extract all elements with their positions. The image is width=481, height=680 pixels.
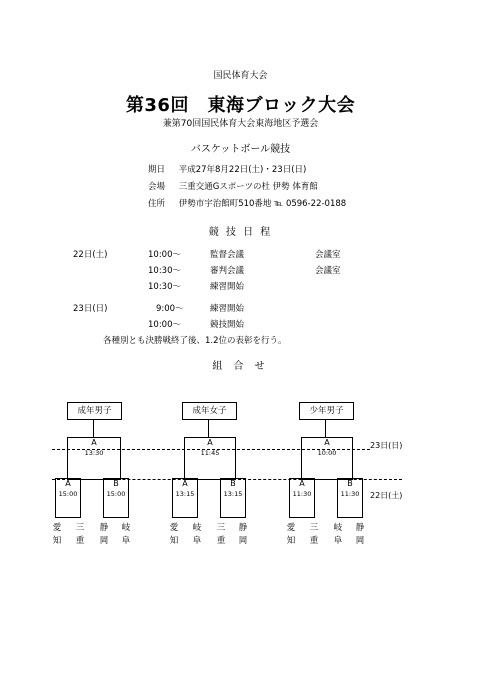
schedule-date: 23日(日) [73,304,108,314]
info-value: 三重交通Gスポーツの杜 伊勢 体育館 [178,182,318,192]
team-name: 三重 [75,523,85,546]
team-name: 静岡 [99,523,109,546]
schedule-date: 22日(土) [73,250,108,260]
final-match [301,437,353,480]
schedule-event: 練習開始 [210,282,245,292]
match-label: A [207,438,213,447]
schedule-event: 監督会議 [210,250,245,260]
team-name: 静岡 [355,523,365,546]
match-time: 11:30 [340,490,360,498]
match-time: 13:15 [175,490,195,498]
team-name: 静岡 [238,523,248,546]
schedule-place: 会議室 [315,266,341,276]
semi-match [103,478,129,518]
match-label: A [91,438,97,447]
match-time: 13:15 [223,490,243,498]
semi-match [337,478,363,518]
award-note: 各種別とも決勝戦終了後、1.2位の表彰を行う。 [103,336,287,346]
match-time: 11:30 [292,490,312,498]
bracket-category: 成年女子 [182,402,237,420]
org-name: 国民体育大会 [213,71,268,81]
match-label: B [347,479,353,488]
sport-name: バスケットボール競技 [190,144,291,155]
info-value: 伊勢市宇治館町510番地 ℡ 0596-22-0188 [178,199,347,209]
info-label: 会場 [148,182,166,192]
team-name: 三重 [309,523,319,546]
schedule-time: 10:30〜 [148,266,181,276]
match-time: 15:00 [58,490,78,498]
match-time: 13:30 [84,449,104,457]
day-label-final: 23日(日) [370,441,403,450]
schedule-event: 競技開始 [210,320,245,330]
schedule-event: 練習開始 [210,304,245,314]
subtitle: 兼第70回国民体育大会東海地区予選会 [162,119,319,129]
bracket-category: 少年男子 [299,402,354,420]
brackets-title: 組 合 せ [212,361,269,372]
team-name: 岐阜 [333,523,343,546]
match-label: A [324,438,330,447]
semi-match [172,478,198,518]
team-name: 愛知 [169,523,179,546]
match-label: B [230,479,236,488]
match-time: 11:45 [200,449,220,457]
info-label: 住所 [148,199,166,209]
schedule-time: 10:00〜 [148,320,181,330]
schedule-title: 競 技 日 程 [208,227,273,238]
match-label: B [113,479,119,488]
match-label: A [65,479,71,488]
team-name: 愛知 [286,523,296,546]
match-label: A [299,479,305,488]
schedule-time: 9:00〜 [156,304,184,314]
match-time: 10:00 [317,449,337,457]
page-title: 第36回 東海ブロック大会 [125,95,356,116]
semi-match [220,478,246,518]
info-row-venue [148,180,318,192]
bracket-category: 成年男子 [67,402,122,420]
match-label: A [182,479,188,488]
team-name: 岐阜 [192,523,202,546]
schedule-event: 審判会議 [210,266,245,276]
team-name: 愛知 [52,523,62,546]
schedule-time: 10:30〜 [148,282,181,292]
info-row-date [148,163,306,175]
semi-match [55,478,81,518]
info-value: 平成27年8月22日(土)・23日(日) [178,165,307,175]
final-match [184,437,236,480]
schedule-time: 10:00〜 [148,250,181,260]
final-match [67,437,121,480]
day-label-semi: 22日(土) [370,491,403,500]
info-row-address [148,197,346,209]
match-time: 15:00 [106,490,126,498]
team-name: 三重 [216,523,226,546]
team-name: 岐阜 [121,523,131,546]
schedule-place: 会議室 [315,250,341,260]
info-label: 期日 [148,165,166,175]
semi-match [289,478,315,518]
